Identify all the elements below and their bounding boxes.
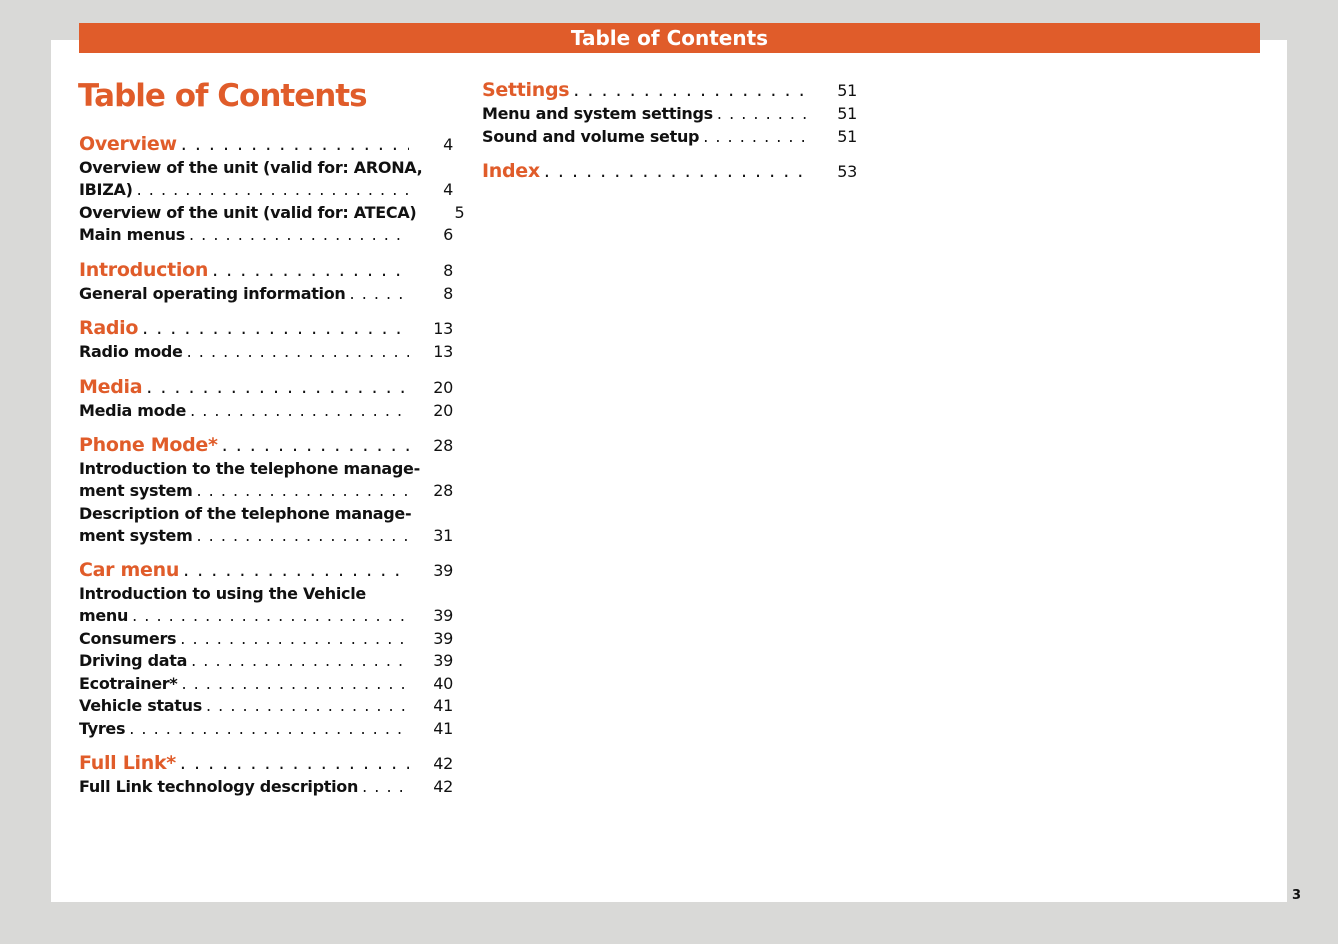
toc-heading-page: 51 bbox=[837, 81, 857, 100]
dot-leader bbox=[137, 179, 409, 202]
toc-entry[interactable] bbox=[79, 695, 453, 718]
toc-heading-title: Full Link* bbox=[79, 752, 176, 774]
toc-section bbox=[482, 78, 857, 148]
toc-section bbox=[79, 132, 465, 247]
toc-entry-title: Tyres bbox=[79, 718, 126, 738]
toc-entry-page: 51 bbox=[837, 104, 857, 123]
toc-entry-title: ment system bbox=[79, 525, 193, 545]
toc-entry-page: 51 bbox=[837, 126, 857, 146]
toc-section bbox=[79, 751, 453, 799]
toc-section bbox=[79, 433, 453, 547]
toc-entry-page: 39 bbox=[433, 628, 453, 648]
dot-leader bbox=[146, 375, 409, 400]
toc-heading-title: Phone Mode* bbox=[79, 434, 218, 456]
dot-leader bbox=[212, 258, 409, 283]
dot-leader bbox=[544, 159, 813, 184]
toc-heading-page: 4 bbox=[443, 135, 453, 154]
toc-heading[interactable] bbox=[79, 258, 453, 283]
toc-section bbox=[79, 316, 453, 364]
toc-heading-page: 39 bbox=[433, 561, 453, 580]
toc-entry-page: 13 bbox=[433, 342, 453, 361]
toc-heading[interactable] bbox=[79, 558, 453, 583]
toc-entry-title: Main menus bbox=[79, 225, 185, 244]
dot-leader bbox=[132, 605, 409, 628]
toc-entry[interactable] bbox=[79, 525, 453, 548]
toc-entry-page: 8 bbox=[443, 283, 453, 303]
toc-right-column bbox=[482, 78, 857, 195]
toc-entry[interactable] bbox=[79, 650, 453, 673]
toc-entry-title: Consumers bbox=[79, 628, 177, 648]
dot-leader bbox=[362, 776, 409, 799]
toc-heading-title: Introduction bbox=[79, 258, 209, 281]
toc-entry-page: 39 bbox=[433, 651, 453, 670]
toc-entry[interactable] bbox=[79, 718, 453, 741]
toc-heading-title: Overview bbox=[79, 133, 177, 155]
dot-leader bbox=[187, 341, 409, 364]
dot-leader bbox=[180, 628, 409, 651]
toc-entry-title: Full Link technology description bbox=[79, 777, 359, 796]
toc-entry[interactable] bbox=[79, 605, 453, 628]
toc-entry[interactable] bbox=[482, 103, 857, 126]
toc-heading[interactable] bbox=[482, 159, 857, 184]
dot-leader bbox=[183, 558, 409, 583]
toc-section bbox=[79, 375, 453, 423]
toc-entry-line[interactable]: Description of the telephone manage- bbox=[79, 503, 412, 523]
toc-entry-line[interactable]: Overview of the unit (valid for: ARONA, bbox=[79, 158, 423, 177]
toc-heading-title: Settings bbox=[482, 79, 570, 101]
toc-heading-page: 53 bbox=[837, 162, 857, 181]
toc-heading-title: Car menu bbox=[79, 559, 180, 581]
toc-entry-line[interactable]: Introduction to using the Vehicle bbox=[79, 584, 366, 603]
toc-heading[interactable] bbox=[482, 78, 857, 103]
toc-section bbox=[79, 258, 453, 306]
toc-section bbox=[482, 159, 857, 184]
toc-entry-title: Media mode bbox=[79, 400, 187, 420]
dot-leader bbox=[181, 673, 409, 696]
toc-entry-title: Vehicle status bbox=[79, 696, 202, 715]
toc-heading-title: Radio bbox=[79, 317, 139, 339]
toc-entry-title: ment system bbox=[79, 481, 193, 500]
toc-entry-page: 42 bbox=[433, 777, 453, 796]
dot-leader bbox=[191, 650, 409, 673]
toc-heading[interactable] bbox=[79, 375, 453, 400]
dot-leader bbox=[180, 751, 409, 776]
toc-entry-page: 41 bbox=[433, 718, 453, 738]
toc-left-column bbox=[79, 132, 465, 810]
dot-leader bbox=[189, 224, 409, 247]
toc-entry-title: Overview of the unit (valid for: ATECA) bbox=[79, 202, 417, 222]
toc-heading-title: Index bbox=[482, 160, 540, 182]
toc-entry-page: 4 bbox=[443, 180, 453, 199]
toc-entry-title: menu bbox=[79, 606, 129, 625]
dot-leader bbox=[206, 695, 409, 718]
toc-entry[interactable] bbox=[79, 480, 453, 503]
toc-entry[interactable] bbox=[79, 283, 453, 306]
toc-heading-title: Media bbox=[79, 375, 143, 398]
toc-entry[interactable] bbox=[79, 628, 453, 651]
toc-heading-page: 42 bbox=[433, 754, 453, 773]
toc-entry[interactable] bbox=[79, 179, 453, 202]
toc-entry-page: 20 bbox=[433, 400, 453, 420]
dot-leader bbox=[196, 525, 409, 548]
toc-entry-page: 40 bbox=[433, 673, 453, 693]
toc-entry-page: 39 bbox=[433, 606, 453, 625]
toc-heading[interactable] bbox=[79, 132, 453, 157]
dot-leader bbox=[350, 283, 409, 306]
dot-leader bbox=[142, 316, 409, 341]
toc-heading-page: 13 bbox=[433, 319, 453, 338]
page-number: 3 bbox=[1292, 888, 1302, 903]
dot-leader bbox=[196, 480, 409, 503]
toc-heading[interactable] bbox=[79, 433, 453, 458]
page-title: Table of Contents bbox=[78, 78, 367, 114]
dot-leader bbox=[181, 132, 409, 157]
toc-heading-page: 8 bbox=[443, 260, 453, 280]
toc-entry-page: 5 bbox=[454, 202, 465, 222]
toc-entry-title: General operating information bbox=[79, 283, 346, 303]
toc-entry[interactable] bbox=[79, 400, 453, 423]
dot-leader bbox=[703, 126, 813, 149]
toc-entry-title: IBIZA) bbox=[79, 180, 133, 199]
toc-entry-title: Sound and volume setup bbox=[482, 126, 700, 146]
toc-entry[interactable] bbox=[79, 202, 465, 225]
header-bar: Table of Contents bbox=[79, 23, 1260, 53]
dot-leader bbox=[222, 433, 409, 458]
toc-entry-page: 31 bbox=[433, 525, 453, 545]
toc-entry-page: 41 bbox=[433, 696, 453, 715]
dot-leader bbox=[573, 78, 813, 103]
toc-entry[interactable] bbox=[79, 341, 453, 364]
toc-section bbox=[79, 558, 453, 740]
toc-entry-line[interactable]: Introduction to the telephone manage- bbox=[79, 459, 420, 478]
dot-leader bbox=[129, 718, 409, 741]
toc-entry-page: 6 bbox=[443, 225, 453, 244]
toc-entry-title: Menu and system settings bbox=[482, 104, 713, 123]
toc-entry[interactable] bbox=[482, 126, 857, 149]
toc-heading[interactable] bbox=[79, 751, 453, 776]
toc-entry[interactable] bbox=[79, 224, 453, 247]
toc-entry[interactable] bbox=[79, 776, 453, 799]
toc-entry-page: 28 bbox=[433, 481, 453, 500]
toc-entry-title: Ecotrainer* bbox=[79, 673, 178, 693]
toc-heading-page: 28 bbox=[433, 436, 453, 455]
toc-entry-title: Driving data bbox=[79, 651, 188, 670]
dot-leader bbox=[190, 400, 409, 423]
toc-heading-page: 20 bbox=[433, 377, 453, 397]
toc-heading[interactable] bbox=[79, 316, 453, 341]
toc-entry-title: Radio mode bbox=[79, 342, 183, 361]
dot-leader bbox=[717, 103, 813, 126]
toc-entry[interactable] bbox=[79, 673, 453, 696]
